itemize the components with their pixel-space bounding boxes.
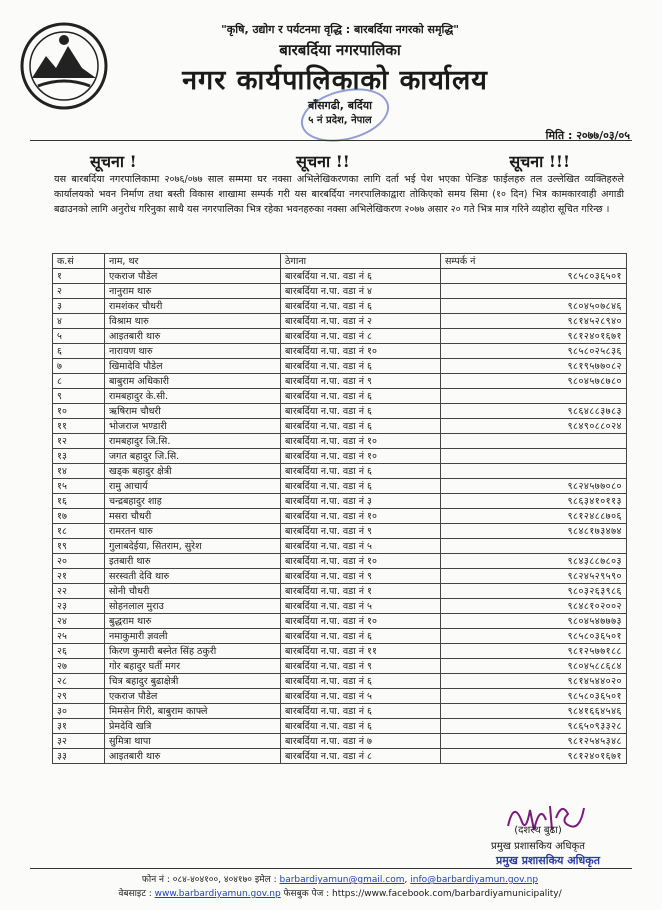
cell-contact: ९८६३४१०११३ <box>441 494 627 509</box>
cell-name: ऋषिराम चौधरी <box>105 404 281 419</box>
signatory-stamp: प्रमुख प्रशासकिय अधिकृत <box>478 853 618 869</box>
cell-serial: ३२ <box>53 734 105 749</box>
cell-name: गोर बहादुर घर्ती मगर <box>105 659 281 674</box>
cell-name: भोजराज भण्डारी <box>105 419 281 434</box>
cell-name: विश्राम थारु <box>105 314 281 329</box>
cell-name: एकराज पौडेल <box>105 689 281 704</box>
cell-address: बारबर्दिया न.पा. वडा नं २ <box>281 314 441 329</box>
cell-address: बारबर्दिया न.पा. वडा नं ९ <box>281 569 441 584</box>
cell-name: बुद्धराम थारु <box>105 614 281 629</box>
cell-address: बारबर्दिया न.पा. वडा नं ९ <box>281 659 441 674</box>
cell-contact: ९८२४५७७०८० <box>441 479 627 494</box>
notice-date: मिति : २०७७/०३/०५ <box>545 129 630 142</box>
cell-contact: ९८४१६६४५४६ <box>441 704 627 719</box>
cell-serial: २५ <box>53 629 105 644</box>
column-header-address: ठेगाना <box>281 254 441 269</box>
cell-serial: ८ <box>53 374 105 389</box>
table-row <box>53 734 627 749</box>
cell-address: बारबर्दिया न.पा. वडा नं १० <box>281 614 441 629</box>
cell-address: बारबर्दिया न.पा. वडा नं ८ <box>281 329 441 344</box>
cell-address: बारबर्दिया न.पा. वडा नं ६ <box>281 269 441 284</box>
nepal-government-emblem-icon <box>18 20 110 112</box>
cell-name: नारायण थारु <box>105 344 281 359</box>
cell-serial: १२ <box>53 434 105 449</box>
table-row <box>53 419 627 434</box>
letterhead-motto: "कृषि, उद्योग र पर्यटनमा वृद्धि : बारबर्दिया नगरको समृद्धि" <box>221 23 459 36</box>
cell-contact: ९८०३२६३९८६ <box>441 584 627 599</box>
cell-serial: ३३ <box>53 749 105 764</box>
table-row <box>53 674 627 689</box>
cell-address: बारबर्दिया न.पा. वडा नं ६ <box>281 479 441 494</box>
cell-name: रामबहादुर के.सी. <box>105 389 281 404</box>
cell-contact: ९८१९५७७०८२ <box>441 359 627 374</box>
cell-address: बारबर्दिया न.पा. वडा नं १० <box>281 449 441 464</box>
table-row <box>53 554 627 569</box>
cell-address: बारबर्दिया न.पा. वडा नं ५ <box>281 689 441 704</box>
column-header-serial: क.सं <box>53 254 105 269</box>
cell-address: बारबर्दिया न.पा. वडा नं १० <box>281 554 441 569</box>
cell-name: प्रेमदेवि खत्रि <box>105 719 281 734</box>
table-row <box>53 344 627 359</box>
cell-address: बारबर्दिया न.पा. वडा नं ६ <box>281 359 441 374</box>
cell-name: रामशंकर चौधरी <box>105 299 281 314</box>
table-row <box>53 479 627 494</box>
cell-serial: ७ <box>53 359 105 374</box>
footer-phone: फोन नं : ०८४-४०४१००, ४०४१७० इमेल : <box>141 875 277 885</box>
cell-serial: ६ <box>53 344 105 359</box>
cell-contact <box>441 449 627 464</box>
cell-name: सोहनलाल मुराउ <box>105 599 281 614</box>
cell-name: सुमित्रा थापा <box>105 734 281 749</box>
header-divider <box>30 140 632 141</box>
cell-serial: १० <box>53 404 105 419</box>
cell-serial: २ <box>53 284 105 299</box>
column-header-contact: सम्पर्क नं <box>441 254 627 269</box>
cell-contact: ९८१२४८८७०६ <box>441 509 627 524</box>
footer-web <box>40 886 640 899</box>
table-row <box>53 749 627 764</box>
cell-serial: १५ <box>53 479 105 494</box>
footer-separator: , <box>404 875 408 885</box>
cell-serial: २२ <box>53 584 105 599</box>
cell-serial: २९ <box>53 689 105 704</box>
table-row <box>53 284 627 299</box>
cell-name: रामु आचार्य <box>105 479 281 494</box>
cell-address: बारबर्दिया न.पा. वडा नं १० <box>281 434 441 449</box>
cell-name: सरस्वती देवि थारु <box>105 569 281 584</box>
cell-serial: ३ <box>53 299 105 314</box>
cell-address: बारबर्दिया न.पा. वडा नं ५ <box>281 599 441 614</box>
table-row <box>53 719 627 734</box>
cell-contact <box>441 284 627 299</box>
cell-contact: ९८१२५७७१८८ <box>441 644 627 659</box>
cell-contact: ९८४९०८८०२४ <box>441 419 627 434</box>
column-header-name: नाम, थर <box>105 254 281 269</box>
cell-serial: १९ <box>53 539 105 554</box>
cell-address: बारबर्दिया न.पा. वडा नं ९ <box>281 374 441 389</box>
table-row <box>53 494 627 509</box>
signatory-title: प्रमुख प्रशासकिय अधिकृत <box>491 841 585 852</box>
cell-serial: ४ <box>53 314 105 329</box>
table-row <box>53 464 627 479</box>
cell-contact: ९८५८०३६५०१ <box>441 629 627 644</box>
cell-contact <box>441 434 627 449</box>
cell-contact: ९८५८०३६५०१ <box>441 269 627 284</box>
cell-contact: ९८५८०२५८३६ <box>441 344 627 359</box>
cell-contact: ९८४८१०२००२ <box>441 599 627 614</box>
table-row <box>53 524 627 539</box>
cell-address: बारबर्दिया न.पा. वडा नं ६ <box>281 464 441 479</box>
email-link-1[interactable]: barbardiyamun@gmail.com <box>279 875 405 885</box>
cell-address: बारबर्दिया न.पा. वडा नं ६ <box>281 704 441 719</box>
table-row <box>53 329 627 344</box>
notice-body: यस बारबर्दिया नगरपालिकामा २०७६/०७७ साल सम्ममा घर नक्सा अभिलेखिकरणका लागि दर्ता भई पेश भएका पेन्डिङ फाईलहरु तल उल्लेखित व्यक्तिहरुले कार्यालयको भवन निर्माण तथा बस्ती विकास शाखामा सम्पर्क गरी यस बारबर्दिया नगरपालिकाद्वारा तोकिएको समय सिमा (१० दिन) भित्र कामकारवाही अगाडी बढाउनको लागि अनुरोध गरिनुका साथै यस नगरपालिका भित्र रहेका भवनहरुका नक्सा अभिलेखिकरण २०७७ असार २० गते भित्र मात्र गरिने व्यहोरा सूचित गरिन्छ । <box>54 174 624 215</box>
cell-contact: ९८२४५२९५९० <box>441 569 627 584</box>
cell-address: बारबर्दिया न.पा. वडा नं १ <box>281 584 441 599</box>
cell-serial: २७ <box>53 659 105 674</box>
cell-address: बारबर्दिया न.पा. वडा नं ४ <box>281 284 441 299</box>
cell-name: चित्र बहादुर बुढाक्षेत्री <box>105 674 281 689</box>
cell-serial: १६ <box>53 494 105 509</box>
table-row <box>53 689 627 704</box>
cell-address: बारबर्दिया न.पा. वडा नं ६ <box>281 299 441 314</box>
signatory-name: (दशरथ बुढा) <box>514 825 562 836</box>
table-row <box>53 404 627 419</box>
notice-heading-2: सूचना !! <box>296 152 350 171</box>
table-row <box>53 389 627 404</box>
footer-facebook: फेसबुक पेज : https://www.facebook.com/barbardiyamunicipality/ <box>283 889 562 899</box>
cell-serial: ११ <box>53 419 105 434</box>
cell-address: बारबर्दिया न.पा. वडा नं ६ <box>281 629 441 644</box>
cell-contact: ९८०४५८८६८४ <box>441 659 627 674</box>
table-row <box>53 374 627 389</box>
table-row <box>53 314 627 329</box>
cell-name: रामरतन थारु <box>105 524 281 539</box>
cell-contact: ९८६४८८३७८३ <box>441 404 627 419</box>
table-row <box>53 629 627 644</box>
cell-address: बारबर्दिया न.पा. वडा नं १० <box>281 344 441 359</box>
address-line-1: बाँसगढी, बर्दिया <box>307 99 372 112</box>
cell-name: आइतबारी थारु <box>105 749 281 764</box>
cell-address: बारबर्दिया न.पा. वडा नं ११ <box>281 644 441 659</box>
table-row <box>53 599 627 614</box>
cell-serial: १३ <box>53 449 105 464</box>
footer-divider <box>30 868 632 869</box>
cell-address: बारबर्दिया न.पा. वडा नं ६ <box>281 404 441 419</box>
cell-serial: १४ <box>53 464 105 479</box>
table-row <box>53 704 627 719</box>
cell-contact: ९८६५०९३३२८ <box>441 719 627 734</box>
cell-serial: १ <box>53 269 105 284</box>
cell-serial: २१ <box>53 569 105 584</box>
cell-serial: २३ <box>53 599 105 614</box>
cell-contact: ९८४८१७३४७४ <box>441 524 627 539</box>
table-row <box>53 509 627 524</box>
cell-contact <box>441 389 627 404</box>
cell-name: जगत बहादुर जि.सि. <box>105 449 281 464</box>
table-row <box>53 539 627 554</box>
footer-contact <box>40 872 640 885</box>
table-row <box>53 299 627 314</box>
cell-name: खड्क बहादुर क्षेत्री <box>105 464 281 479</box>
cell-contact: ९८१२५४५३४८ <box>441 734 627 749</box>
cell-name: मसरा चौधरी <box>105 509 281 524</box>
pending-files-table <box>52 253 627 764</box>
cell-serial: २६ <box>53 644 105 659</box>
cell-name: खिमादेवि पौडेल <box>105 359 281 374</box>
cell-serial: ९ <box>53 389 105 404</box>
cell-serial: २८ <box>53 674 105 689</box>
cell-contact: ९८१४५४४०२० <box>441 674 627 689</box>
table-row <box>53 269 627 284</box>
cell-contact: ९८०४५०७८४६ <box>441 299 627 314</box>
cell-serial: ५ <box>53 329 105 344</box>
table-row <box>53 614 627 629</box>
cell-name: एकराज पौडेल <box>105 269 281 284</box>
table-row <box>53 434 627 449</box>
table-header-row <box>53 254 627 269</box>
cell-serial: ३१ <box>53 719 105 734</box>
cell-contact: ९८१२४०१६७१ <box>441 749 627 764</box>
table-row <box>53 584 627 599</box>
cell-address: बारबर्दिया न.पा. वडा नं ५ <box>281 539 441 554</box>
cell-address: बारबर्दिया न.पा. वडा नं ६ <box>281 389 441 404</box>
cell-address: बारबर्दिया न.पा. वडा नं ९ <box>281 524 441 539</box>
table-body <box>53 269 627 764</box>
cell-address: बारबर्दिया न.पा. वडा नं ७ <box>281 734 441 749</box>
cell-name: मिमसेन गिरी, बाबुराम काफ्ले <box>105 704 281 719</box>
cell-serial: १७ <box>53 509 105 524</box>
cell-name: सोनी चौधरी <box>105 584 281 599</box>
cell-name: चन्द्रबहादुर शाह <box>105 494 281 509</box>
notice-heading-3: सूचना !!! <box>509 152 570 171</box>
cell-name: आइतबारी थारु <box>105 329 281 344</box>
cell-serial: २० <box>53 554 105 569</box>
cell-serial: ३० <box>53 704 105 719</box>
cell-address: बारबर्दिया न.पा. वडा नं १० <box>281 509 441 524</box>
notice-heading <box>90 150 570 172</box>
cell-contact <box>441 464 627 479</box>
address-line-2: ५ नं प्रदेश, नेपाल <box>308 115 372 126</box>
cell-contact: ९८०४५४७७७३ <box>441 614 627 629</box>
cell-name: नानुराम थारु <box>105 284 281 299</box>
cell-contact: ९८०४५७८७८० <box>441 374 627 389</box>
cell-address: बारबर्दिया न.पा. वडा नं ६ <box>281 674 441 689</box>
table-row <box>53 569 627 584</box>
table-row <box>53 449 627 464</box>
email-link-2[interactable]: info@barbardiyamun.gov.np <box>410 875 539 885</box>
cell-serial: २४ <box>53 614 105 629</box>
table-row <box>53 644 627 659</box>
website-link[interactable]: www.barbardiyamun.gov.np <box>154 889 281 899</box>
cell-contact: ९८४३८८७८०३ <box>441 554 627 569</box>
municipality-name: बारबर्दिया नगरपालिका <box>279 41 401 59</box>
footer-web-label: वेबसाइट : <box>118 889 152 899</box>
cell-name: नमाकुमारी ज्ञवली <box>105 629 281 644</box>
cell-name: गुलाबदेईया, सितराम, सुरेश <box>105 539 281 554</box>
notice-heading-1: सूचना ! <box>90 152 137 171</box>
cell-name: रामबहादुर जि.सि. <box>105 434 281 449</box>
table-row <box>53 359 627 374</box>
cell-contact: ९८५८०३६५०१ <box>441 689 627 704</box>
table-row <box>53 659 627 674</box>
cell-contact: ९८१२४०१६७१ <box>441 329 627 344</box>
cell-address: बारबर्दिया न.पा. वडा नं ३ <box>281 494 441 509</box>
cell-address: बारबर्दिया न.पा. वडा नं ६ <box>281 719 441 734</box>
cell-address: बारबर्दिया न.पा. वडा नं ६ <box>281 419 441 434</box>
cell-serial: १८ <box>53 524 105 539</box>
cell-address: बारबर्दिया न.पा. वडा नं ८ <box>281 749 441 764</box>
cell-contact: ९८१४५२८९४० <box>441 314 627 329</box>
cell-name: बाबुराम अधिकारी <box>105 374 281 389</box>
cell-name: इतबारी थारु <box>105 554 281 569</box>
cell-name: किरण कुमारी बस्नेत सिंह ठकुरी <box>105 644 281 659</box>
office-title: नगर कार्यपालिकाको कार्यालय <box>182 65 488 96</box>
cell-contact <box>441 539 627 554</box>
